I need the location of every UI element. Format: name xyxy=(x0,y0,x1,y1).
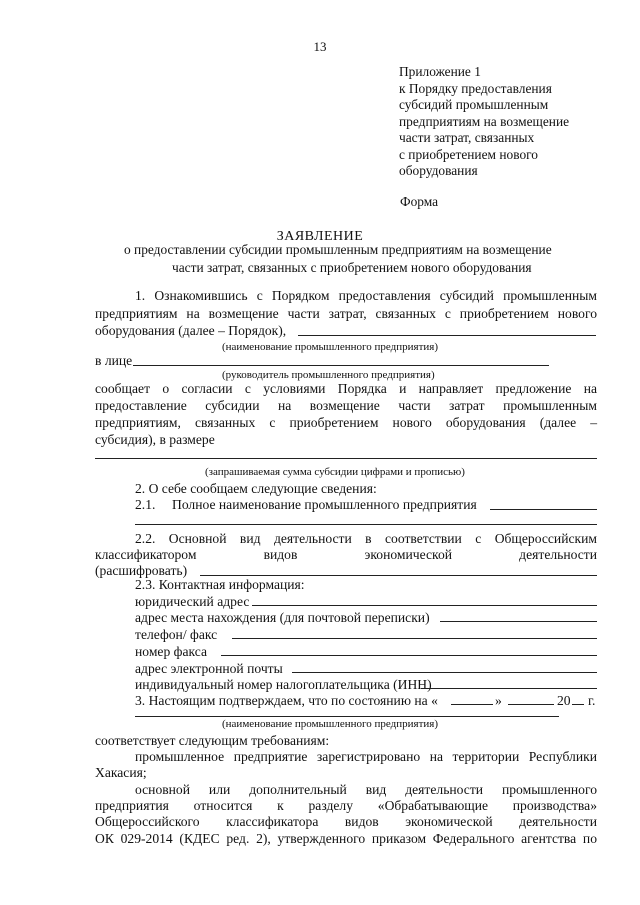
full-name-field[interactable] xyxy=(490,509,597,510)
appendix-line: к Порядку предоставления xyxy=(399,80,552,96)
section2-heading: 2. О себе сообщаем следующие сведения: xyxy=(135,481,377,496)
item22-line: (расшифровать) xyxy=(95,563,188,578)
document-subtitle-line: части затрат, связанных с приобретением нового оборудования xyxy=(172,260,532,275)
requirement-line: ОК 029-2014 (КДЕС ред. 2), утвержденного приказом Федерального агентства по xyxy=(95,831,597,846)
section1-paragraph-line: предприятиям, связанных с приобретением нового оборудования (далее – xyxy=(95,415,597,430)
section1-paragraph-line: предоставление субсидии на возмещение части затрат промышленным xyxy=(95,398,597,413)
enterprise-name-field[interactable] xyxy=(298,335,596,336)
confirm-enterprise-caption: (наименование промышленного предприятия) xyxy=(222,718,438,730)
section1-line: предприятиям на возмещение части затрат, связанных с приобретением нового xyxy=(95,306,597,321)
item21-label: Полное наименование промышленного предприятия xyxy=(172,497,477,512)
appendix-block xyxy=(399,64,629,180)
section3-line: 3. Настоящим подтверждаем, что по состоянию на « xyxy=(135,693,438,708)
page-number: 13 xyxy=(313,39,327,54)
section1-line: 1. Ознакомившись с Порядком предоставления субсидий промышленным xyxy=(135,288,597,303)
section1-line: оборудования (далее – Порядок), xyxy=(95,323,287,338)
requirement-line: Общероссийского классификатора видов экономической деятельности xyxy=(95,814,597,829)
head-name-field[interactable] xyxy=(133,365,549,366)
year-prefix: 20 xyxy=(557,693,571,708)
appendix-line: части затрат, связанных xyxy=(399,130,535,145)
requirement-line: промышленное предприятие зарегистрировано на территории Республики xyxy=(135,749,597,764)
date-day-field[interactable] xyxy=(451,704,493,705)
head-caption: (руководитель промышленного предприятия) xyxy=(222,369,435,381)
document-title: ЗАЯВЛЕНИЕ xyxy=(276,229,364,244)
item23-label: 2.3. Контактная информация: xyxy=(135,577,305,592)
requirement-line: Хакасия; xyxy=(95,765,147,780)
item22-line: классификатором видов экономической деятельности xyxy=(95,547,597,562)
contact-label: номер факса xyxy=(135,644,207,659)
fax-number-field[interactable] xyxy=(221,655,597,656)
item21-number: 2.1. xyxy=(135,497,156,512)
form-label: Форма xyxy=(400,194,439,209)
contact-label: адрес места нахождения (для почтовой переписки) xyxy=(135,610,430,625)
section1-paragraph-line: субсидия), в размере xyxy=(95,432,215,447)
appendix-line: с приобретением нового xyxy=(399,146,538,162)
amount-caption: (запрашиваемая сумма субсидии цифрами и прописью) xyxy=(205,466,465,478)
requirement-line: предприятия относится к разделу «Обрабатывающие производства» xyxy=(95,798,597,813)
date-year-field[interactable] xyxy=(572,704,584,705)
amount-field[interactable] xyxy=(95,458,597,459)
in-person-label: в лице xyxy=(95,353,133,368)
appendix-line: субсидий промышленным xyxy=(399,97,549,112)
section1-paragraph-line: сообщает о согласии с условиями Порядка и направляет предложение на xyxy=(95,381,597,396)
appendix-line: оборудования xyxy=(399,163,478,178)
enterprise-name-caption: (наименование промышленного предприятия) xyxy=(222,341,438,353)
inn-field[interactable] xyxy=(421,688,597,689)
contact-label: юридический адрес xyxy=(135,594,250,609)
appendix-line: Приложение 1 xyxy=(399,64,481,79)
requirement-line: основной или дополнительный вид деятельности промышленного xyxy=(135,782,597,797)
requirements-intro: соответствует следующим требованиям: xyxy=(95,733,330,748)
contact-label: телефон/ факс xyxy=(135,627,218,642)
legal-address-field[interactable] xyxy=(252,605,597,606)
email-field[interactable] xyxy=(292,672,597,673)
date-month-field[interactable] xyxy=(508,704,554,705)
postal-address-field[interactable] xyxy=(440,621,597,622)
contact-label: адрес электронной почты xyxy=(135,661,283,676)
document-subtitle-line: о предоставлении субсидии промышленным предприятиям на возмещение xyxy=(124,242,552,257)
item22-line: 2.2. Основной вид деятельности в соответствии с Общероссийским xyxy=(135,531,597,546)
quote-close: » xyxy=(495,693,502,708)
phone-fax-field[interactable] xyxy=(232,638,597,639)
appendix-line: предприятиям на возмещение xyxy=(399,113,570,129)
year-suffix: г. xyxy=(588,693,596,708)
full-name-field-continued[interactable] xyxy=(135,524,597,525)
contact-label: индивидуальный номер налогоплательщика (ИНН) xyxy=(135,677,432,692)
